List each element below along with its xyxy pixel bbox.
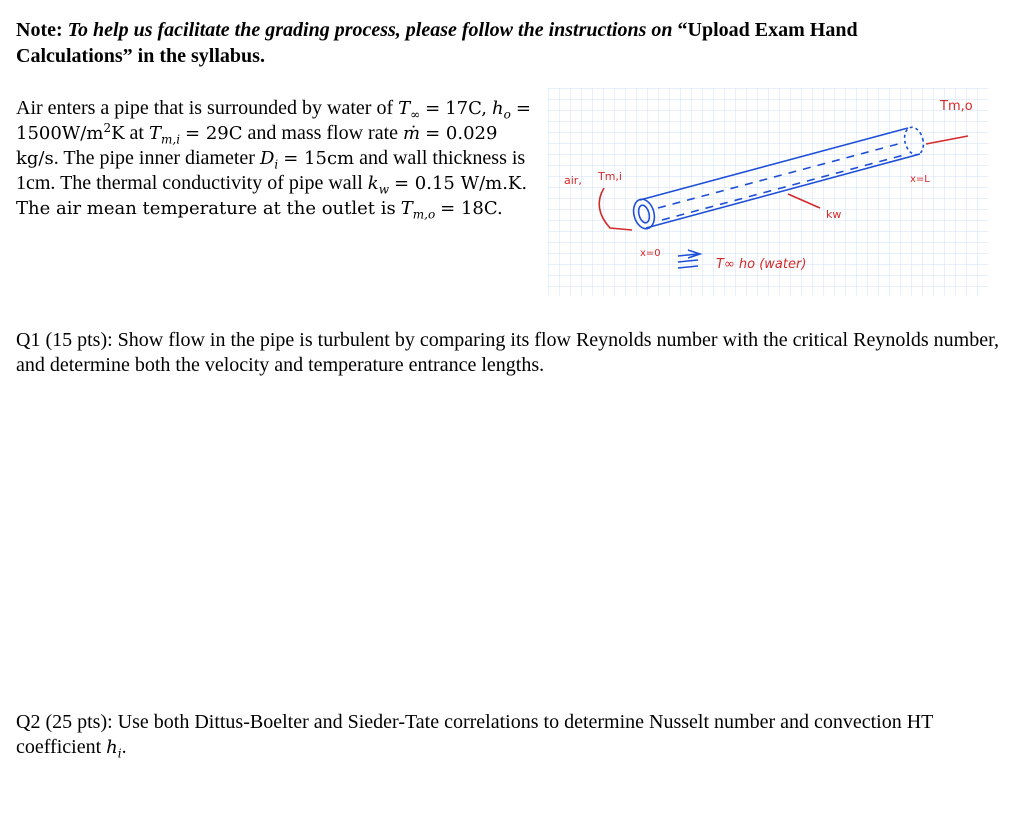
di-symbol: $D_i$ [259,148,279,172]
note-italic-text: To help us facilitate the grading process, please follow the instructions on [67,19,673,41]
h-o-value: = $1500W/m^2K$ [16,98,531,144]
kw-value: = 0.15 W/m.K. The air mean temperature at the outlet is [16,173,528,219]
t-inf-symbol: $T_\infty$ [398,98,421,122]
di-value: = 15cm [283,148,355,169]
diameter-text: . The pipe inner diameter [53,147,255,169]
water-label: T∞ ho (water) [716,257,807,272]
pipe-sketch-svg [548,88,988,296]
mdot-value: = 0.029 kg/s [16,123,498,169]
mass-flow-text: and mass flow rate [247,122,399,144]
tmi-value: = 29C [185,123,243,144]
air-label: air, [564,174,582,187]
hi-symbol: $h_i$ [106,737,122,761]
question-2-end: . [121,736,127,758]
tmo-label: Tm,o [940,99,973,114]
x0-label: x=0 [640,248,661,259]
tmo-value: = 18C. [440,198,503,219]
tmo-symbol: $T_{m,o}$ [400,198,436,222]
tmi-symbol: $T_{m,i}$ [148,123,181,147]
question-1: Q1 (15 pts): Show flow in the pipe is turbulent by comparing its flow Reynolds number with the critical Reynolds number, and determine both the velocity and temperature entrance lengths. [16,329,999,376]
mdot-symbol: ṁ [403,123,421,144]
note-label: Note: [16,19,63,41]
note-bold-text: “Upload Exam Hand Calculations” in the syllabus. [16,19,858,67]
wall-text: and wall thickness is 1cm. The thermal conductivity of pipe wall [16,147,526,194]
xL-label: x=L [910,174,930,185]
pipe-sketch [548,88,988,296]
note [16,17,976,69]
question-2-text: Q2 (25 pts): Use both Dittus-Boelter and Sieder-Tate correlations to determine Nusselt number and convection HT coefficient [16,711,934,758]
at-text: at [129,122,144,144]
h-o-symbol: $h_o$ [491,98,511,122]
problem-text: Air enters a pipe that is surrounded by water of [16,97,394,119]
kw-symbol: $k_w$ [367,173,389,197]
tmi-label: Tm,i [598,170,622,183]
question-2 [16,710,1006,760]
equals-sign: = [425,98,441,119]
t-inf-value: 17C, [445,98,487,119]
kw-label: kw [826,208,842,221]
problem-statement [16,96,536,221]
